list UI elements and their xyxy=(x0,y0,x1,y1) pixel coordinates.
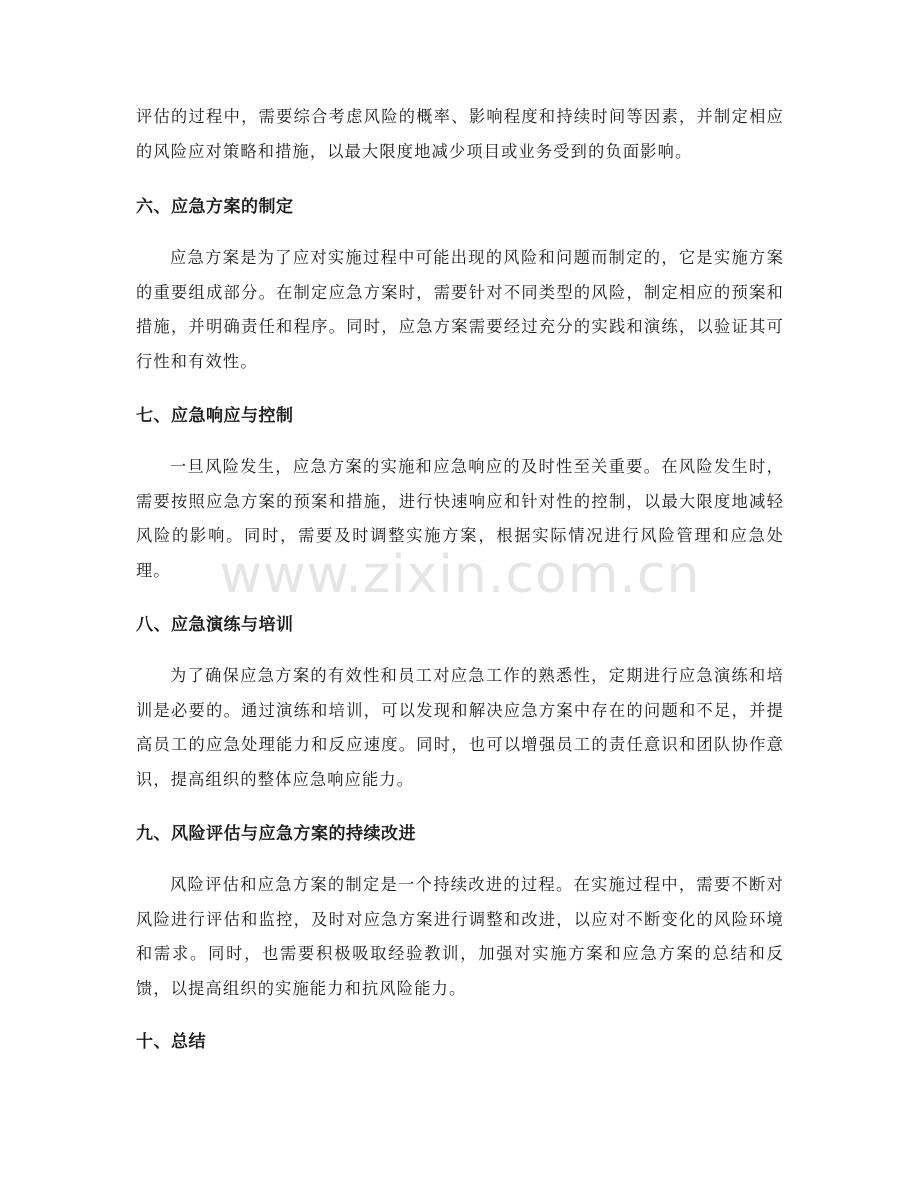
paragraph-section-9: 风险评估和应急方案的制定是一个持续改进的过程。在实施过程中，需要不断对风险进行评估和监控，及时对应急方案进行调整和改进，以应对不断变化的风险环境和需求。同时，也需要积极吸取经验教训，加强对实施方案和应急方案的总结和反馈，以提高组织的实施能力和抗风险能力。 xyxy=(136,875,784,998)
section-heading-8: 八、应急演练与培训 xyxy=(136,615,294,635)
paragraph-risk-assessment-continued: 评估的过程中，需要综合考虑风险的概率、影响程度和持续时间等因素，并制定相应的风险应对策略和措施，以最大限度地减少项目或业务受到的负面影响。 xyxy=(136,107,784,161)
paragraph-section-7: 一旦风险发生，应急方案的实施和应急响应的及时性至关重要。在风险发生时，需要按照应急方案的预案和措施，进行快速响应和针对性的控制，以最大限度地减轻风险的影响。同时，需要及时调整实施方案，根据实际情况进行风险管理和应急处理。 xyxy=(136,457,784,580)
watermark-text: www.zixin.com.cn xyxy=(219,545,701,605)
paragraph-section-6: 应急方案是为了应对实施过程中可能出现的风险和问题而制定的，它是实施方案的重要组成部分。在制定应急方案时，需要针对不同类型的风险，制定相应的预案和措施，并明确责任和程序。同时，应急方案需要经过充分的实践和演练，以验证其可行性和有效性。 xyxy=(136,248,784,371)
paragraph-section-8: 为了确保应急方案的有效性和员工对应急工作的熟悉性，定期进行应急演练和培训是必要的。通过演练和培训，可以发现和解决应急方案中存在的问题和不足，并提高员工的应急处理能力和反应速度。同时，也可以增强员工的责任意识和团队协作意识，提高组织的整体应急响应能力。 xyxy=(136,666,784,789)
section-heading-6: 六、应急方案的制定 xyxy=(136,197,294,217)
section-heading-10: 十、总结 xyxy=(136,1032,206,1052)
section-heading-9: 九、风险评估与应急方案的持续改进 xyxy=(136,824,416,844)
section-heading-7: 七、应急响应与控制 xyxy=(136,406,294,426)
